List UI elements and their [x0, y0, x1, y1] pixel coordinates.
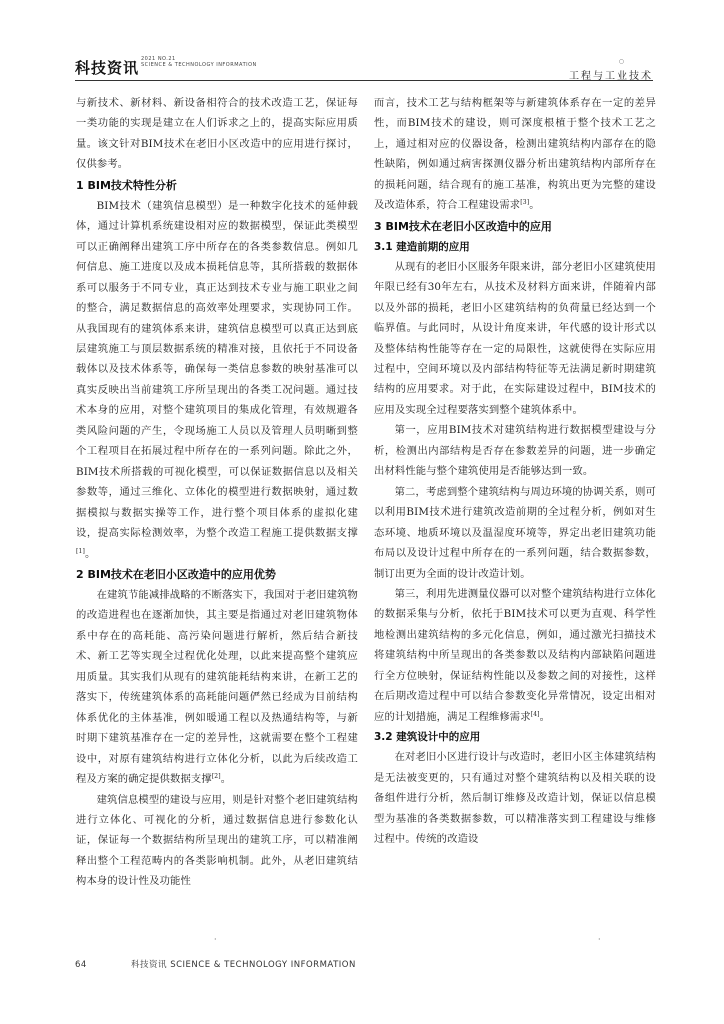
- citation-marker: [4]: [530, 710, 540, 718]
- column-end-dot-icon: ·: [598, 935, 601, 944]
- citation-marker: [2]: [211, 773, 221, 781]
- issue-number: 2021 NO.21: [141, 56, 176, 62]
- page-number: 64: [75, 960, 87, 970]
- paragraph-tail: 。: [539, 710, 551, 723]
- paragraph-text: 2 BIM技术在老旧小区改造中的应用优势: [76, 567, 276, 581]
- subsection-heading: [374, 237, 656, 257]
- right-column: [374, 93, 656, 849]
- header-dot-icon: ○: [618, 58, 624, 65]
- body-paragraph: [76, 790, 358, 892]
- body-paragraph: [76, 196, 358, 564]
- section-title: 工程与工业技术: [569, 71, 653, 82]
- paragraph-text: 与新技术、新材料、新设备相符合的技术改造工艺，保证每一类功能的实现是建立在人们诉求之上的，提高实际应用质量。该文针对BIM技术在老旧小区改造中的应用进行探讨，仅供参考。: [76, 97, 358, 171]
- journal-logo: 科技资讯: [75, 59, 140, 77]
- page-footer: [75, 958, 356, 970]
- header-divider: [75, 80, 653, 81]
- citation-marker: [1]: [76, 547, 85, 555]
- body-paragraph: [374, 420, 656, 481]
- body-paragraph: [374, 257, 656, 421]
- journal-english-name: SCIENCE & TECHNOLOGY INFORMATION: [141, 62, 257, 68]
- column-end-dot-icon: ·: [214, 935, 217, 944]
- section-heading: [76, 175, 358, 196]
- citation-marker: [3]: [520, 199, 530, 207]
- paragraph-text: 第一，应用BIM技术对建筑结构进行数据模型建设与分析，检测出内部结构是否存在参数差异的问题，进一步确定出材料性能与整个建筑使用是否能够达到一致。: [374, 424, 656, 478]
- paragraph-text: 在对老旧小区进行设计与改造时，老旧小区主体建筑结构是无法被变更的，只有通过对整个建筑结构以及相关联的设备组件进行分析，然后制订维修及改造计划，保证以信息模型为基准的各类数据参数，可以精准落实到工程建设与维修过程中。传统的改造设: [374, 751, 656, 845]
- paragraph-text: 第二，考虑到整个建筑结构与周边环境的协调关系，则可以利用BIM技术进行建筑改造前期的全过程分析，例如对生态环境、地质环境以及温湿度环境等，界定出老旧建筑功能布局以及设计过程中所存在的一系列问题，结合数据参数，制订出更为全面的设计改造计划。: [374, 485, 656, 580]
- paragraph-text: 3 BIM技术在老旧小区改造中的应用: [374, 219, 552, 233]
- paragraph-text: 第三，利用先进测量仪器可以对整个建筑结构进行立体化的数据采集与分析，依托于BIM技术可以更为直观、科学性地检测出建筑结构的多元化信息，例如，通过激光扫描技术将建筑结构中所呈现出的各类参数以及结构内部缺陷问题进行全方位映射，保证结构性能以及参数之间的对接性，这样在后期改造过程中可以结合参数变化异常情况，设定出相对应的计划措施，满足工程维修需求: [374, 587, 656, 723]
- body-paragraph: [374, 93, 656, 216]
- body-paragraph: [76, 93, 358, 175]
- issue-info: [141, 56, 257, 68]
- body-paragraph: [374, 482, 656, 584]
- paragraph-tail: 。: [529, 199, 540, 212]
- paragraph-text: 在建筑节能减排战略的不断落实下，我国对于老旧建筑物的改造进程也在逐渐加快，其主要是指通过对老旧建筑物体系中存在的高耗能、高污染问题进行解析，然后结合新技术、新工艺等实现全过程优化处理，以此来提高整个建筑应用质量。其实我们从现有的建筑能耗结构来讲，在新工艺的落实下，传统建筑体系的高耗能问题俨然已经成为目前结构体系优化的主体基准，例如暖通工程以及热通结构等，与新时期下建筑基准存在一定的差异性，这就需要在整个工程建设中，对原有建筑结构进行立体化分析，以此为后续改造工程及方案的确定提供数据支撑: [76, 588, 358, 786]
- paragraph-tail: 。: [220, 773, 232, 786]
- body-paragraph: [374, 747, 656, 849]
- body-paragraph: [374, 584, 656, 727]
- section-heading: [76, 564, 358, 585]
- paragraph-text: 建筑信息模型的建设与应用，则是针对整个老旧建筑结构进行立体化、可视化的分析，通过数据信息进行参数化认证，保证每一个数据结构所呈现出的建筑工序，可以精准阐释出整个工程范畴内的各类影响机制。此外，从老旧建筑结构本身的设计性及功能性: [76, 793, 358, 888]
- paragraph-tail: 。: [84, 547, 96, 560]
- left-column: [76, 93, 358, 892]
- paragraph-text: 3.1 建造前期的应用: [374, 240, 470, 253]
- paragraph-text: BIM技术（建筑信息模型）是一种数字化技术的延伸载体，通过计算机系统建设相对应的数据模型，保证此类模型可以正确阐释出建筑工序中所存在的各类参数信息。例如几何信息、施工进度以及成本损耗信息等，其所搭载的数据体系可以服务于不同专业，真正达到技术专业与施工职业之间的整合，满足数据信息的高效率处理要求，实现协同工作。从我国现有的建筑体系来讲，建筑信息模型可以真正达到底层建筑施工与顶层数据系统的精准对接，且依托于不同设备载体以及技术体系等，确保每一类信息参数的映射基准可以真实反映出当前建筑工序所呈现出的各类工况问题。通过技术本身的应用，对整个建筑项目的集成化管理，有效规避各类风险问题的产生，令现场施工人员以及管理人员明晰到整个工程项目在拓展过程中所存在的一系列问题。除此之外，BIM技术所搭载的可视化模型，可以保证数据信息以及相关参数等，通过三维化、立体化的模型进行数据映射，通过数据模拟与数据实操等工作，进行整个项目体系的虚拟化建设，提高实际检测效率，为整个改造工程施工提供数据支撑: [76, 199, 358, 540]
- paragraph-text: 而言，技术工艺与结构框架等与新建筑体系存在一定的差异性，而BIM技术的建设，则可深度根植于整个技术工艺之上，通过相对应的仪器设备，检测出建筑结构内部存在的隐性缺陷，例如通过病害探测仪器分析出建筑结构内部所存在的损耗问题，结合现有的施工基准，构筑出更为完整的建设及改造体系，符合工程建设需求: [374, 97, 656, 212]
- body-paragraph: [76, 585, 358, 790]
- section-heading: [374, 216, 656, 237]
- subsection-heading: [374, 727, 656, 747]
- paragraph-text: 从现有的老旧小区服务年限来讲，部分老旧小区建筑使用年限已经有30年左右，从技术及材料方面来讲，伴随着内部以及外部的损耗，老旧小区建筑结构的负荷量已经达到一个临界值。与此同时，从设计角度来讲，年代感的设计形式以及整体结构性能等存在一定的局限性，这就使得在实际应用过程中，空间环境以及内部结构特征等无法满足新时期建筑结构的应用要求。对于此，在实际建设过程中，BIM技术的应用及实现全过程要落实到整个建筑体系中。: [374, 260, 656, 416]
- paragraph-text: 1 BIM技术特性分析: [76, 178, 177, 192]
- paragraph-text: 3.2 建筑设计中的应用: [374, 731, 481, 744]
- footer-journal-name: 科技资讯 SCIENCE & TECHNOLOGY INFORMATION: [131, 960, 356, 970]
